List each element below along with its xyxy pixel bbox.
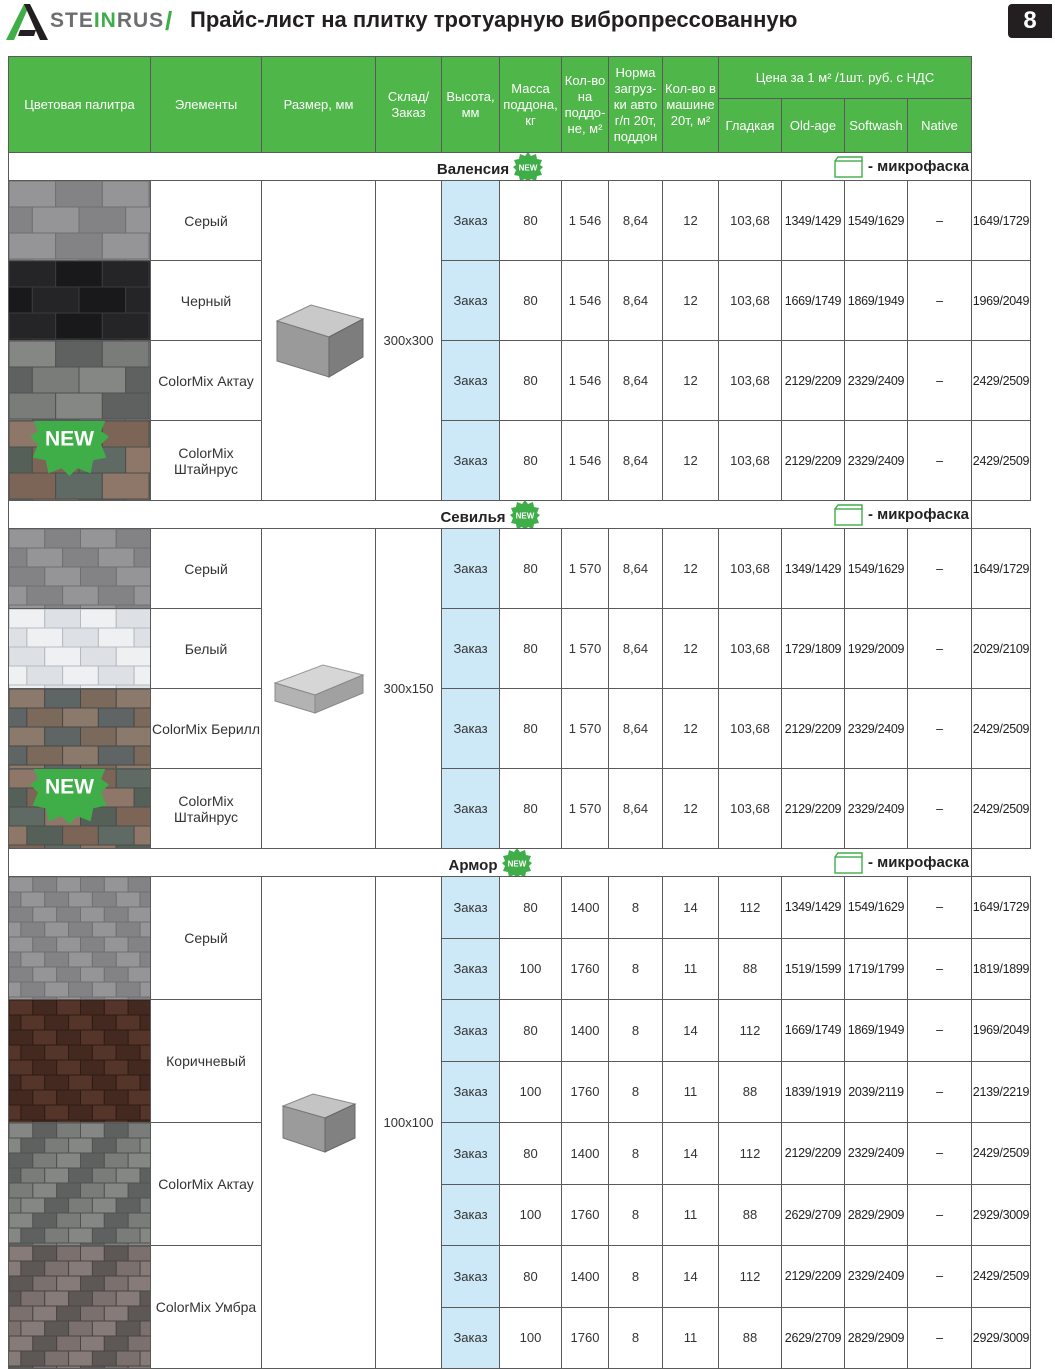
price-cell: – (908, 529, 972, 609)
qty-cell: 8 (609, 1184, 663, 1246)
mass-cell: 1 546 (562, 181, 609, 261)
page-title: Прайс-лист на плитку тротуарную вибропрессованную (190, 7, 798, 32)
price-cell: 1969/2049 (972, 1000, 1031, 1062)
tile-small-square-icon (279, 1088, 359, 1158)
price-cell: – (908, 261, 972, 341)
size-cell: 300x300 (376, 181, 442, 501)
car-qty-cell: 103,68 (719, 769, 782, 849)
height-cell: 100 (500, 938, 562, 1000)
price-cell: 2329/2409 (845, 341, 908, 421)
height-cell: 80 (500, 1123, 562, 1185)
col-price-group: Цена за 1 м² /1шт. руб. с НДС (719, 57, 972, 99)
col-mass: Масса поддона, кг (500, 57, 562, 153)
price-cell: 2139/2219 (972, 1061, 1031, 1123)
height-cell: 80 (500, 529, 562, 609)
price-cell: 2329/2409 (845, 1123, 908, 1185)
qty-cell: 8,64 (609, 181, 663, 261)
price-cell: – (908, 1184, 972, 1246)
table-row (9, 181, 1031, 261)
section-header-row (9, 849, 1031, 877)
section-header-row (9, 153, 1031, 181)
col-stock: Склад/ Заказ (376, 57, 442, 153)
table-row (9, 609, 1031, 689)
table-row (9, 261, 1031, 341)
car-qty-cell: 103,68 (719, 689, 782, 769)
price-cell: 1839/1919 (782, 1061, 845, 1123)
col-car: Кол-во в машине 20т, м² (663, 57, 719, 153)
height-cell: 100 (500, 1061, 562, 1123)
price-cell: 2129/2209 (782, 769, 845, 849)
height-cell: 80 (500, 877, 562, 939)
microchamfer-icon (834, 852, 864, 874)
car-qty-cell: 88 (719, 1184, 782, 1246)
qty-cell: 8,64 (609, 421, 663, 501)
height-cell: 80 (500, 689, 562, 769)
color-swatch (9, 689, 151, 769)
price-cell: 1649/1729 (972, 529, 1031, 609)
price-cell: 2429/2509 (972, 421, 1031, 501)
car-qty-cell: 103,68 (719, 529, 782, 609)
price-cell: 2029/2109 (972, 609, 1031, 689)
price-cell: – (908, 609, 972, 689)
color-swatch (9, 529, 151, 609)
price-cell: 1649/1729 (972, 877, 1031, 939)
load-cell: 12 (663, 181, 719, 261)
price-cell: – (908, 181, 972, 261)
price-cell: 2129/2209 (782, 341, 845, 421)
mass-cell: 1400 (562, 1123, 609, 1185)
price-cell: – (908, 1061, 972, 1123)
price-cell: 2329/2409 (845, 421, 908, 501)
price-cell: 2129/2209 (782, 689, 845, 769)
qty-cell: 8 (609, 1000, 663, 1062)
title-separator: / (165, 6, 173, 36)
price-cell: 2329/2409 (845, 689, 908, 769)
price-cell: 2429/2509 (972, 769, 1031, 849)
car-qty-cell: 88 (719, 1307, 782, 1369)
qty-cell: 8 (609, 1246, 663, 1308)
color-swatch (9, 609, 151, 689)
section-name: Севилья (440, 508, 506, 526)
mass-cell: 1760 (562, 1061, 609, 1123)
price-cell: 1649/1729 (972, 181, 1031, 261)
section-name: Армор (448, 856, 498, 874)
price-cell: 1519/1599 (782, 938, 845, 1000)
load-cell: 11 (663, 938, 719, 1000)
color-name: ColorMix Актау (151, 341, 262, 421)
new-badge-icon (502, 849, 532, 877)
price-cell: – (908, 1246, 972, 1308)
color-swatch (9, 1246, 151, 1369)
price-cell: 2429/2509 (972, 341, 1031, 421)
table-row (9, 421, 1031, 501)
stock-cell: Заказ (442, 877, 500, 939)
car-qty-cell: 112 (719, 1246, 782, 1308)
price-cell: 2129/2209 (782, 1246, 845, 1308)
price-cell: 2129/2209 (782, 1123, 845, 1185)
price-cell: 2629/2709 (782, 1307, 845, 1369)
price-cell: 1669/1749 (782, 1000, 845, 1062)
color-name: ColorMix Штайнрус (151, 769, 262, 849)
new-badge-label: NEW (515, 511, 534, 521)
logo-wordmark: STEINRUS (50, 9, 165, 32)
price-cell: 2429/2509 (972, 1123, 1031, 1185)
mass-cell: 1 546 (562, 261, 609, 341)
mass-cell: 1 570 (562, 609, 609, 689)
car-qty-cell: 88 (719, 1061, 782, 1123)
height-cell: 80 (500, 421, 562, 501)
size-cell: 100x100 (376, 877, 442, 1369)
swatch-grey-image (9, 529, 150, 608)
price-cell: 1549/1629 (845, 181, 908, 261)
height-cell: 80 (500, 609, 562, 689)
col-height: Высота, мм (442, 57, 500, 153)
qty-cell: 8 (609, 1061, 663, 1123)
qty-cell: 8,64 (609, 341, 663, 421)
qty-cell: 8 (609, 877, 663, 939)
section-name: Валенсия (436, 160, 510, 178)
element-image (262, 529, 376, 849)
price-cell: 1869/1949 (845, 1000, 908, 1062)
price-cell: – (908, 877, 972, 939)
car-qty-cell: 103,68 (719, 261, 782, 341)
load-cell: 12 (663, 609, 719, 689)
qty-cell: 8,64 (609, 769, 663, 849)
mass-cell: 1760 (562, 1184, 609, 1246)
price-cell: 1719/1799 (845, 938, 908, 1000)
stock-cell: Заказ (442, 689, 500, 769)
price-cell: 2129/2209 (782, 421, 845, 501)
stock-cell: Заказ (442, 1000, 500, 1062)
color-name: ColorMix Штайнрус (151, 421, 262, 501)
mass-cell: 1400 (562, 877, 609, 939)
tile-square-icon (271, 299, 367, 383)
mass-cell: 1 570 (562, 769, 609, 849)
mass-cell: 1 570 (562, 529, 609, 609)
color-swatch (9, 1123, 151, 1246)
car-qty-cell: 103,68 (719, 181, 782, 261)
stock-cell: Заказ (442, 261, 500, 341)
price-cell: 2929/3009 (972, 1184, 1031, 1246)
color-name: ColorMix Актау (151, 1123, 262, 1246)
price-cell: – (908, 1000, 972, 1062)
price-cell: 2329/2409 (845, 1246, 908, 1308)
table-row (9, 341, 1031, 421)
price-cell: 2329/2409 (845, 769, 908, 849)
color-name: Серый (151, 877, 262, 1000)
stock-cell: Заказ (442, 529, 500, 609)
price-cell: 1349/1429 (782, 529, 845, 609)
table-row (9, 689, 1031, 769)
mass-cell: 1 570 (562, 689, 609, 769)
mass-cell: 1760 (562, 1307, 609, 1369)
price-cell: 1549/1629 (845, 529, 908, 609)
mass-cell: 1400 (562, 1000, 609, 1062)
price-cell: 1349/1429 (782, 877, 845, 939)
stock-cell: Заказ (442, 1307, 500, 1369)
color-name: Белый (151, 609, 262, 689)
height-cell: 100 (500, 1184, 562, 1246)
price-cell: – (908, 689, 972, 769)
microchamfer-legend: - микрофаска (834, 852, 969, 874)
new-badge-label: NEW (518, 163, 538, 173)
mass-cell: 1760 (562, 938, 609, 1000)
stock-cell: Заказ (442, 1246, 500, 1308)
color-swatch (9, 181, 151, 261)
price-cell: – (908, 1307, 972, 1369)
new-badge-icon (9, 769, 141, 825)
price-cell: 2929/3009 (972, 1307, 1031, 1369)
qty-cell: 8,64 (609, 689, 663, 769)
table-row (9, 1246, 1031, 1308)
price-cell: – (908, 341, 972, 421)
element-image (262, 877, 376, 1369)
height-cell: 80 (500, 261, 562, 341)
price-cell: 2429/2509 (972, 689, 1031, 769)
table-row (9, 1000, 1031, 1062)
car-qty-cell: 88 (719, 938, 782, 1000)
price-cell: 1819/1899 (972, 938, 1031, 1000)
load-cell: 12 (663, 769, 719, 849)
swatch-berill-image (9, 689, 150, 768)
height-cell: 80 (500, 1000, 562, 1062)
table-row (9, 877, 1031, 939)
new-badge-icon (513, 153, 543, 181)
stock-cell: Заказ (442, 181, 500, 261)
swatch-white-image (9, 609, 150, 688)
stock-cell: Заказ (442, 1123, 500, 1185)
price-cell: – (908, 938, 972, 1000)
color-swatch (9, 1000, 151, 1123)
col-qty: Кол-во на поддо-не, м² (562, 57, 609, 153)
stock-cell: Заказ (442, 938, 500, 1000)
swatch-umbra-image (9, 1246, 150, 1368)
stock-cell: Заказ (442, 341, 500, 421)
page-number: 8 (1008, 4, 1052, 38)
price-cell: – (908, 769, 972, 849)
col-price-oldage: Old-age (782, 99, 845, 153)
swatch-aktau-image (9, 1123, 150, 1245)
car-qty-cell: 103,68 (719, 421, 782, 501)
price-cell: – (908, 1123, 972, 1185)
color-swatch (9, 769, 151, 849)
swatch-black-image (9, 261, 150, 340)
price-table (8, 56, 1031, 1369)
new-badge-label: NEW (44, 775, 95, 799)
col-elements: Элементы (151, 57, 262, 153)
new-badge-icon (510, 501, 540, 529)
size-cell: 300x150 (376, 529, 442, 849)
car-qty-cell: 112 (719, 1123, 782, 1185)
qty-cell: 8,64 (609, 529, 663, 609)
swatch-brown-image (9, 1000, 150, 1122)
qty-cell: 8,64 (609, 609, 663, 689)
new-badge-icon (9, 421, 141, 477)
color-swatch (9, 261, 151, 341)
height-cell: 80 (500, 769, 562, 849)
table-row (9, 769, 1031, 849)
swatch-grey-image (9, 877, 150, 999)
height-cell: 80 (500, 1246, 562, 1308)
color-name: Серый (151, 181, 262, 261)
color-swatch (9, 877, 151, 1000)
qty-cell: 8 (609, 1307, 663, 1369)
load-cell: 12 (663, 689, 719, 769)
stock-cell: Заказ (442, 609, 500, 689)
color-name: Черный (151, 261, 262, 341)
load-cell: 12 (663, 529, 719, 609)
stock-cell: Заказ (442, 421, 500, 501)
color-swatch (9, 341, 151, 421)
price-cell: 2829/2909 (845, 1184, 908, 1246)
load-cell: 11 (663, 1184, 719, 1246)
height-cell: 100 (500, 1307, 562, 1369)
element-image (262, 181, 376, 501)
load-cell: 14 (663, 877, 719, 939)
stock-cell: Заказ (442, 1061, 500, 1123)
load-cell: 11 (663, 1307, 719, 1369)
qty-cell: 8 (609, 1123, 663, 1185)
color-name: ColorMix Умбра (151, 1246, 262, 1369)
qty-cell: 8,64 (609, 261, 663, 341)
height-cell: 80 (500, 341, 562, 421)
load-cell: 11 (663, 1061, 719, 1123)
table-row (9, 1123, 1031, 1185)
color-name: Серый (151, 529, 262, 609)
swatch-grey-image (9, 181, 150, 260)
price-cell: 1869/1949 (845, 261, 908, 341)
table-row (9, 529, 1031, 609)
load-cell: 14 (663, 1000, 719, 1062)
price-cell: – (908, 421, 972, 501)
price-cell: 2829/2909 (845, 1307, 908, 1369)
car-qty-cell: 112 (719, 1000, 782, 1062)
mass-cell: 1 546 (562, 341, 609, 421)
col-palette: Цветовая палитра (9, 57, 151, 153)
load-cell: 14 (663, 1246, 719, 1308)
swatch-aktau-image (9, 341, 150, 420)
price-cell: 1729/1809 (782, 609, 845, 689)
load-cell: 12 (663, 421, 719, 501)
microchamfer-legend: - микрофаска (834, 156, 969, 178)
price-cell: 1969/2049 (972, 261, 1031, 341)
color-name: Коричневый (151, 1000, 262, 1123)
car-qty-cell: 112 (719, 877, 782, 939)
price-cell: 2629/2709 (782, 1184, 845, 1246)
height-cell: 80 (500, 181, 562, 261)
load-cell: 14 (663, 1123, 719, 1185)
new-badge-label: NEW (44, 427, 95, 451)
color-swatch (9, 421, 151, 501)
microchamfer-legend: - микрофаска (834, 504, 969, 526)
qty-cell: 8 (609, 938, 663, 1000)
new-badge-label: NEW (507, 859, 526, 869)
color-name: ColorMix Берилл (151, 689, 262, 769)
car-qty-cell: 103,68 (719, 609, 782, 689)
microchamfer-icon (834, 504, 864, 526)
mass-cell: 1400 (562, 1246, 609, 1308)
col-load: Норма загруз-ки авто г/п 20т, поддон (609, 57, 663, 153)
tile-rectangle-icon (271, 659, 367, 719)
price-cell: 1669/1749 (782, 261, 845, 341)
mass-cell: 1 546 (562, 421, 609, 501)
price-cell: 1929/2009 (845, 609, 908, 689)
section-header-row (9, 501, 1031, 529)
stock-cell: Заказ (442, 769, 500, 849)
page-header (0, 0, 1055, 48)
load-cell: 12 (663, 341, 719, 421)
col-price-softwash: Softwash (845, 99, 908, 153)
car-qty-cell: 103,68 (719, 341, 782, 421)
price-cell: 2039/2119 (845, 1061, 908, 1123)
col-price-native: Native (908, 99, 972, 153)
col-price-smooth: Гладкая (719, 99, 782, 153)
price-cell: 1549/1629 (845, 877, 908, 939)
price-cell: 1349/1429 (782, 181, 845, 261)
microchamfer-icon (834, 156, 864, 178)
price-cell: 2429/2509 (972, 1246, 1031, 1308)
stock-cell: Заказ (442, 1184, 500, 1246)
col-size: Размер, мм (262, 57, 376, 153)
load-cell: 12 (663, 261, 719, 341)
